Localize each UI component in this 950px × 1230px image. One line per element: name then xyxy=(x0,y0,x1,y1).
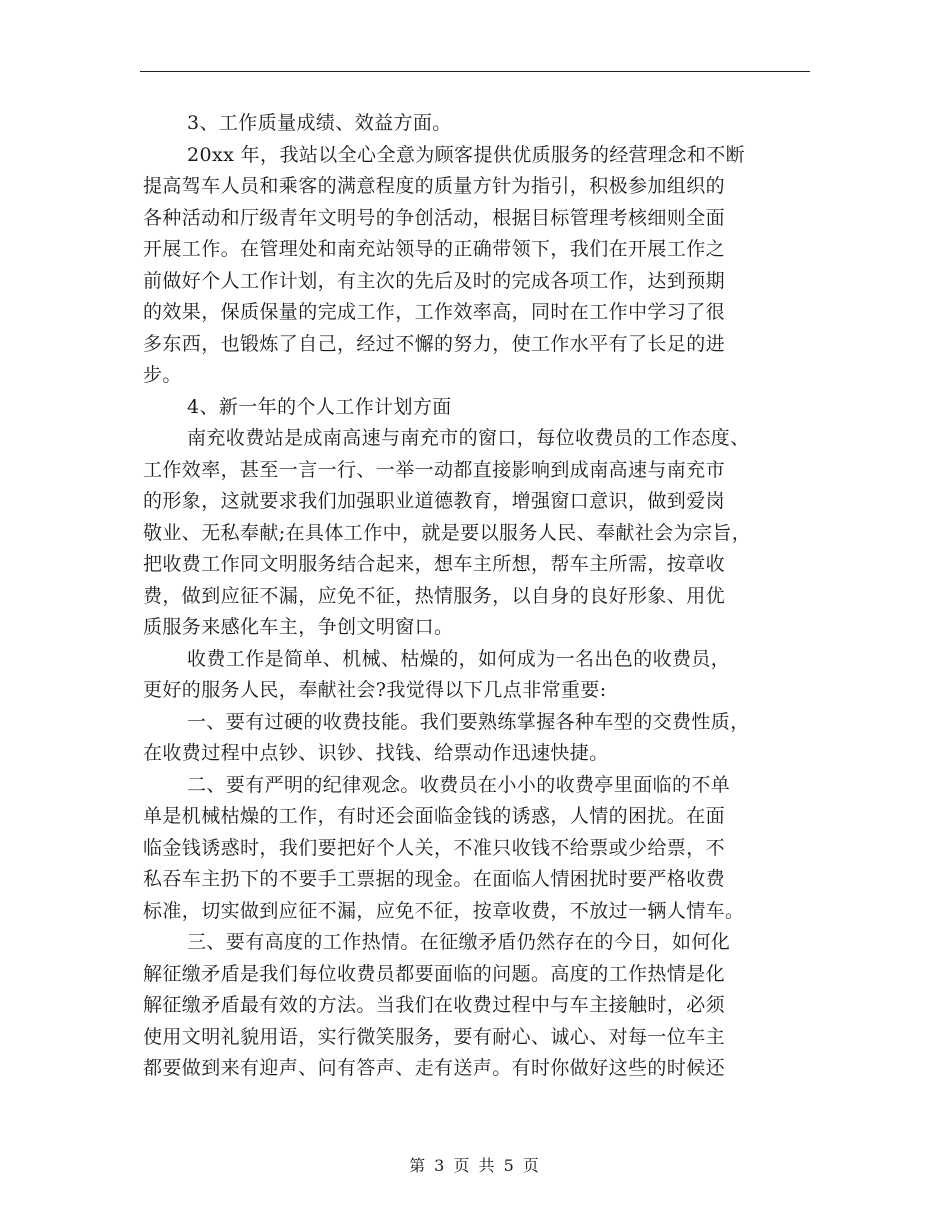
text-line: 开展工作。在管理处和南充站领导的正确带领下，我们在开展工作之 xyxy=(143,238,726,260)
text-line: 在收费过程中点钞、识钞、找钱、给票动作迅速快捷。 xyxy=(143,742,609,764)
page-footer: 第 3 页 共 5 页 xyxy=(409,1156,541,1175)
text-line: 都要做到来有迎声、问有答声、走有送声。有时你做好这些的时候还 xyxy=(143,1057,726,1079)
text-line: 的形象，这就要求我们加强职业道德教育，增强窗口意识，做到爱岗 xyxy=(143,490,726,512)
text-line: 工作效率，甚至一言一行、一举一动都直接影响到成南高速与南充市 xyxy=(143,458,726,481)
text-line: 南充收费站是成南高速与南充市的窗口，每位收费员的工作态度、 xyxy=(187,427,750,449)
text-line: 私吞车主扔下的不要手工票据的现金。在面临人情困扰时要严格收费 xyxy=(143,868,726,890)
text-line: 步。 xyxy=(143,364,182,386)
text-line: 二、要有严明的纪律观念。收费员在小小的收费亭里面临的不单 xyxy=(187,773,731,796)
text-line: 敬业、无私奉献;在具体工作中，就是要以服务人民、奉献社会为宗旨， xyxy=(143,521,752,544)
text-line: 提高驾车人员和乘客的满意程度的质量方针为指引，积极参加组织的 xyxy=(143,175,726,197)
text-line: 质服务来感化车主，争创文明窗口。 xyxy=(143,616,454,638)
text-line: 临金钱诱惑时，我们要把好个人关，不准只收钱不给票或少给票，不 xyxy=(143,836,726,859)
text-line: 费，做到应征不漏，应免不征，热情服务，以自身的良好形象、用优 xyxy=(143,584,726,607)
text-line: 把收费工作同文明服务结合起来，想车主所想，帮车主所需，按章收 xyxy=(143,553,726,575)
header-rule xyxy=(140,71,810,72)
text-line: 单是机械枯燥的工作，有时还会面临金钱的诱惑，人情的困扰。在面 xyxy=(143,805,726,827)
text-line: 解征缴矛盾是我们每位收费员都要面临的问题。高度的工作热情是化 xyxy=(143,962,726,985)
text-line: 更好的服务人民，奉献社会?我觉得以下几点非常重要: xyxy=(143,679,607,701)
text-line: 3、工作质量成绩、效益方面。 xyxy=(187,112,452,134)
text-line: 20xx 年，我站以全心全意为顾客提供优质服务的经营理念和不断 xyxy=(187,143,746,166)
text-line: 标准，切实做到应征不漏，应免不征，按章收费，不放过一辆人情车。 xyxy=(143,899,745,922)
text-line: 解征缴矛盾最有效的方法。当我们在收费过程中与车主接触时，必须 xyxy=(143,994,726,1016)
text-line: 的效果，保质保量的完成工作，工作效率高，同时在工作中学习了很 xyxy=(143,301,726,323)
text-line: 前做好个人工作计划，有主次的先后及时的完成各项工作，达到预期 xyxy=(143,269,726,292)
document-body xyxy=(143,108,815,1085)
text-line: 各种活动和厅级青年文明号的争创活动，根据目标管理考核细则全面 xyxy=(143,206,726,229)
text-line: 多东西，也锻炼了自己，经过不懈的努力，使工作水平有了长足的进 xyxy=(143,332,726,355)
text-line: 一、要有过硬的收费技能。我们要熟练掌握各种车型的交费性质， xyxy=(187,710,750,733)
text-line: 三、要有高度的工作热情。在征缴矛盾仍然存在的今日，如何化 xyxy=(187,931,731,953)
text-line: 4、新一年的个人工作计划方面 xyxy=(187,395,452,418)
text-line: 收费工作是简单、机械、枯燥的，如何成为一名出色的收费员， xyxy=(187,647,731,670)
text-line: 使用文明礼貌用语，实行微笑服务，要有耐心、诚心、对每一位车主 xyxy=(143,1025,726,1048)
